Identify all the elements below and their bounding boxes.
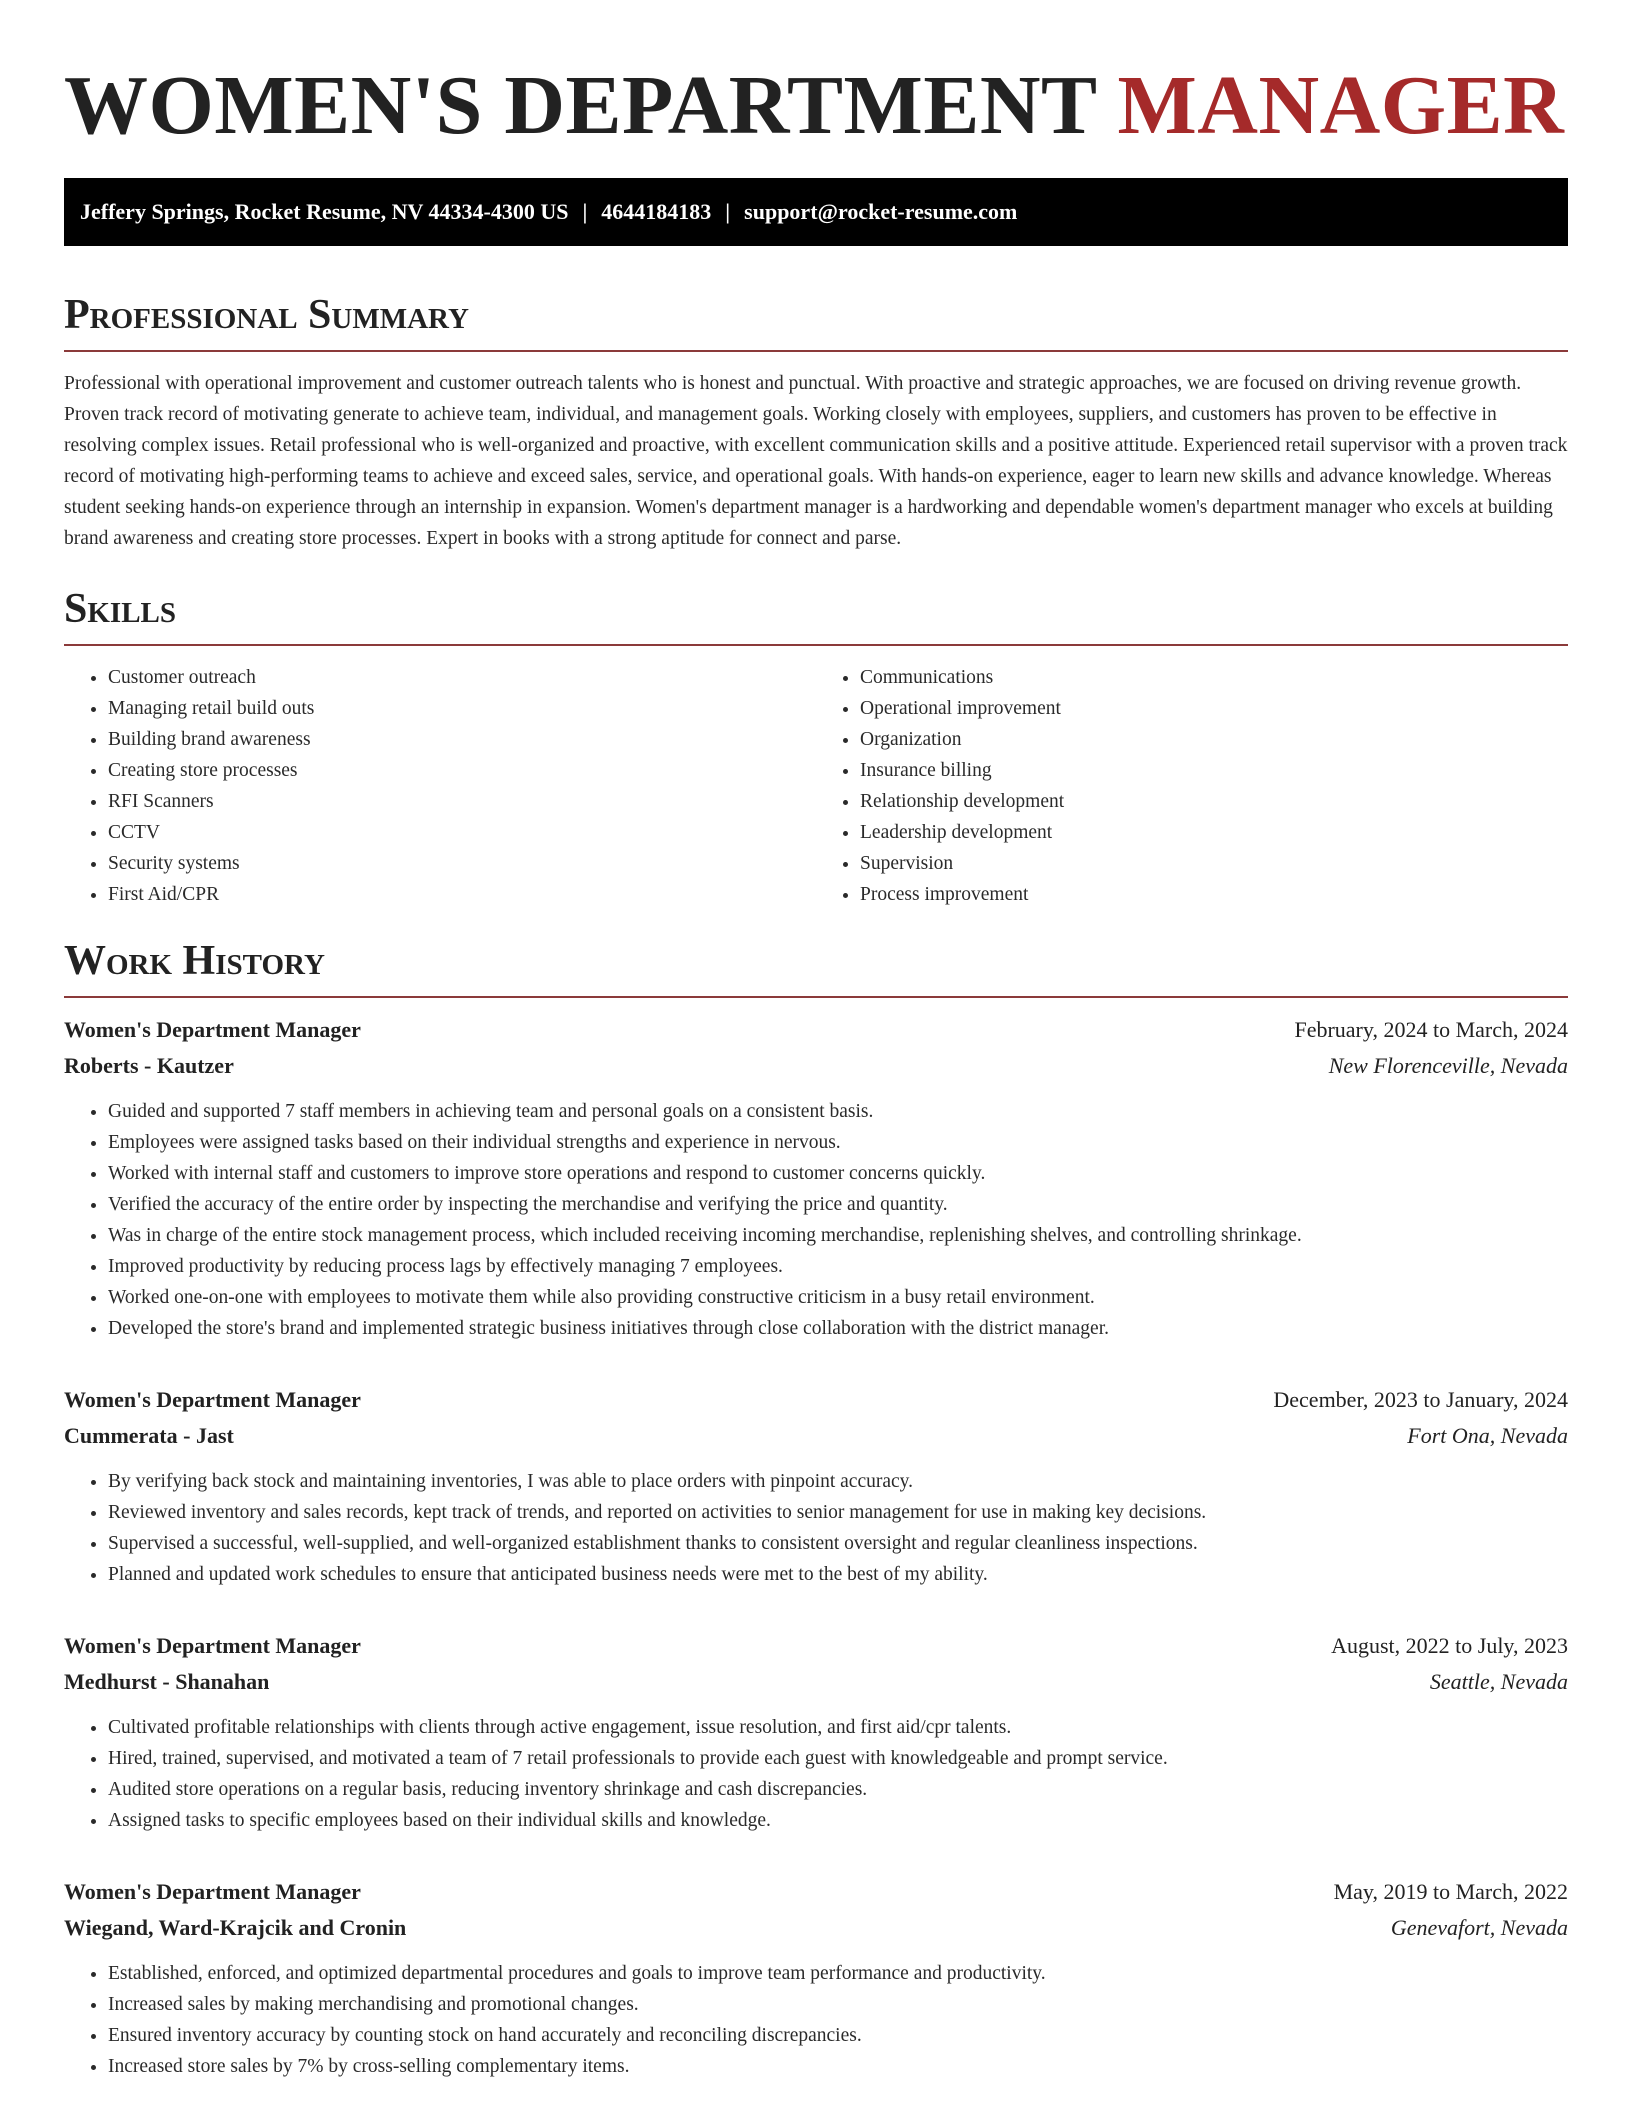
resume-title bbox=[64, 58, 1568, 154]
job-bullet: • Employees were assigned tasks based on their individual strengths and experience in nervous. bbox=[108, 1127, 1568, 1158]
title-accent: MANAGER bbox=[1117, 59, 1565, 152]
job-company: Cummerata - Jast bbox=[64, 1423, 234, 1448]
job-bullet: • Planned and updated work schedules to ensure that anticipated business needs were met to the best of my ability. bbox=[108, 1559, 1568, 1590]
job-title: Women's Department Manager bbox=[64, 1387, 361, 1412]
skill-item: • Security systems bbox=[108, 848, 816, 879]
job-dates: August, 2022 to July, 2023 bbox=[1331, 1633, 1568, 1658]
skill-item: • Creating store processes bbox=[108, 755, 816, 786]
contact-separator: | bbox=[725, 199, 731, 224]
skill-item: • First Aid/CPR bbox=[108, 879, 816, 910]
job-location: Seattle, Nevada bbox=[1429, 1669, 1568, 1694]
skills-grid bbox=[64, 662, 1568, 910]
job-company-row bbox=[64, 1664, 1568, 1700]
skill-item: • Managing retail build outs bbox=[108, 693, 816, 724]
job-location: Fort Ona, Nevada bbox=[1407, 1423, 1568, 1448]
work-history-heading: Work History bbox=[64, 936, 1568, 998]
job-bullet: • Hired, trained, supervised, and motivated a team of 7 retail professionals to provide each guest with knowledgeable and prompt service. bbox=[108, 1743, 1568, 1774]
job-bullet: • By verifying back stock and maintaining inventories, I was able to place orders with pinpoint accuracy. bbox=[108, 1466, 1568, 1497]
job-location: New Florenceville, Nevada bbox=[1328, 1053, 1568, 1078]
skill-item: • Supervision bbox=[860, 848, 1568, 879]
job-location: Genevafort, Nevada bbox=[1390, 1915, 1568, 1940]
contact-separator: | bbox=[582, 199, 588, 224]
job-dates: December, 2023 to January, 2024 bbox=[1273, 1387, 1568, 1412]
skill-item: • Operational improvement bbox=[860, 693, 1568, 724]
job-company: Wiegand, Ward-Krajcik and Cronin bbox=[64, 1915, 407, 1940]
job-header-row bbox=[64, 1382, 1568, 1418]
job-bullet: • Ensured inventory accuracy by counting stock on hand accurately and reconciling discrepancies. bbox=[108, 2020, 1568, 2051]
job-bullet: • Was in charge of the entire stock management process, which included receiving incoming merchandise, replenishing shelves, and controlling shrinkage. bbox=[108, 1220, 1568, 1251]
contact-bar bbox=[64, 178, 1568, 246]
job-company-row bbox=[64, 1910, 1568, 1946]
job-bullet-list bbox=[64, 1958, 1568, 2082]
job-title: Women's Department Manager bbox=[64, 1633, 361, 1658]
summary-heading: Professional Summary bbox=[64, 290, 1568, 352]
skills-heading: Skills bbox=[64, 584, 1568, 646]
skill-item: • Building brand awareness bbox=[108, 724, 816, 755]
skill-item: • RFI Scanners bbox=[108, 786, 816, 817]
job-bullet: • Audited store operations on a regular basis, reducing inventory shrinkage and cash discrepancies. bbox=[108, 1774, 1568, 1805]
job-bullet: • Increased store sales by 7% by cross-selling complementary items. bbox=[108, 2051, 1568, 2082]
job-entry bbox=[64, 1382, 1568, 1590]
job-dates: May, 2019 to March, 2022 bbox=[1333, 1879, 1568, 1904]
job-dates: February, 2024 to March, 2024 bbox=[1294, 1017, 1568, 1042]
skill-item: • Communications bbox=[860, 662, 1568, 693]
job-bullet-list bbox=[64, 1466, 1568, 1590]
job-entry bbox=[64, 1874, 1568, 2082]
job-title: Women's Department Manager bbox=[64, 1879, 361, 1904]
job-bullet: • Improved productivity by reducing process lags by effectively managing 7 employees. bbox=[108, 1251, 1568, 1282]
contact-phone[interactable]: 4644184183 bbox=[601, 199, 712, 224]
title-main: WOMEN'S DEPARTMENT bbox=[64, 59, 1097, 152]
contact-email[interactable]: support@rocket-resume.com bbox=[744, 199, 1018, 224]
skill-item: • Process improvement bbox=[860, 879, 1568, 910]
job-bullet: • Verified the accuracy of the entire order by inspecting the merchandise and verifying the price and quantity. bbox=[108, 1189, 1568, 1220]
skill-item: • Leadership development bbox=[860, 817, 1568, 848]
job-bullet: • Supervised a successful, well-supplied, and well-organized establishment thanks to consistent oversight and regular cleanliness inspections. bbox=[108, 1528, 1568, 1559]
work-history-list bbox=[64, 1012, 1568, 2082]
job-bullet: • Worked one-on-one with employees to motivate them while also providing constructive criticism in a busy retail environment. bbox=[108, 1282, 1568, 1313]
job-bullet-list bbox=[64, 1096, 1568, 1344]
skills-list-left bbox=[64, 662, 816, 910]
job-bullet: • Worked with internal staff and customers to improve store operations and respond to customer concerns quickly. bbox=[108, 1158, 1568, 1189]
job-bullet: • Developed the store's brand and implemented strategic business initiatives through close collaboration with the district manager. bbox=[108, 1313, 1568, 1344]
skill-item: • Insurance billing bbox=[860, 755, 1568, 786]
job-bullet: • Established, enforced, and optimized departmental procedures and goals to improve team performance and productivity. bbox=[108, 1958, 1568, 1989]
job-header-row bbox=[64, 1012, 1568, 1048]
job-header-row bbox=[64, 1628, 1568, 1664]
skill-item: • Customer outreach bbox=[108, 662, 816, 693]
job-bullet: • Increased sales by making merchandising and promotional changes. bbox=[108, 1989, 1568, 2020]
job-company-row bbox=[64, 1048, 1568, 1084]
job-bullet: • Assigned tasks to specific employees based on their individual skills and knowledge. bbox=[108, 1805, 1568, 1836]
job-header-row bbox=[64, 1874, 1568, 1910]
job-company-row bbox=[64, 1418, 1568, 1454]
contact-address: Jeffery Springs, Rocket Resume, NV 44334-4300 US bbox=[80, 199, 569, 224]
skill-item: • Relationship development bbox=[860, 786, 1568, 817]
job-title: Women's Department Manager bbox=[64, 1017, 361, 1042]
job-entry bbox=[64, 1012, 1568, 1344]
job-company: Medhurst - Shanahan bbox=[64, 1669, 270, 1694]
resume-page bbox=[64, 0, 1568, 2082]
skills-list-right bbox=[816, 662, 1568, 910]
job-bullet: • Cultivated profitable relationships with clients through active engagement, issue resolution, and first aid/cpr talents. bbox=[108, 1712, 1568, 1743]
summary-text: Professional with operational improvement and customer outreach talents who is honest and punctual. With proactive and strategic approaches, we are focused on driving revenue growth. Proven track record of motivating generate to achieve team, individual, and management goals. Working closely with employees, suppliers, and customers has proven to be effective in resolving complex issues. Retail professional who is well-organized and proactive, with excellent communication skills and a positive attitude. Experienced retail supervisor with a proven track record of motivating high-performing teams to achieve and exceed sales, service, and operational goals. With hands-on experience, eager to learn new skills and advance knowledge. Whereas student seeking hands-on experience through an internship in expansion. Women's department manager is a hardworking and dependable women's department manager who excels at building brand awareness and creating store processes. Expert in books with a strong aptitude for connect and parse. bbox=[64, 373, 1568, 549]
job-bullet: • Guided and supported 7 staff members in achieving team and personal goals on a consistent basis. bbox=[108, 1096, 1568, 1127]
job-entry bbox=[64, 1628, 1568, 1836]
skill-item: • Organization bbox=[860, 724, 1568, 755]
job-company: Roberts - Kautzer bbox=[64, 1053, 234, 1078]
skill-item: • CCTV bbox=[108, 817, 816, 848]
job-bullet: • Reviewed inventory and sales records, kept track of trends, and reported on activities to senior management for use in making key decisions. bbox=[108, 1497, 1568, 1528]
job-bullet-list bbox=[64, 1712, 1568, 1836]
